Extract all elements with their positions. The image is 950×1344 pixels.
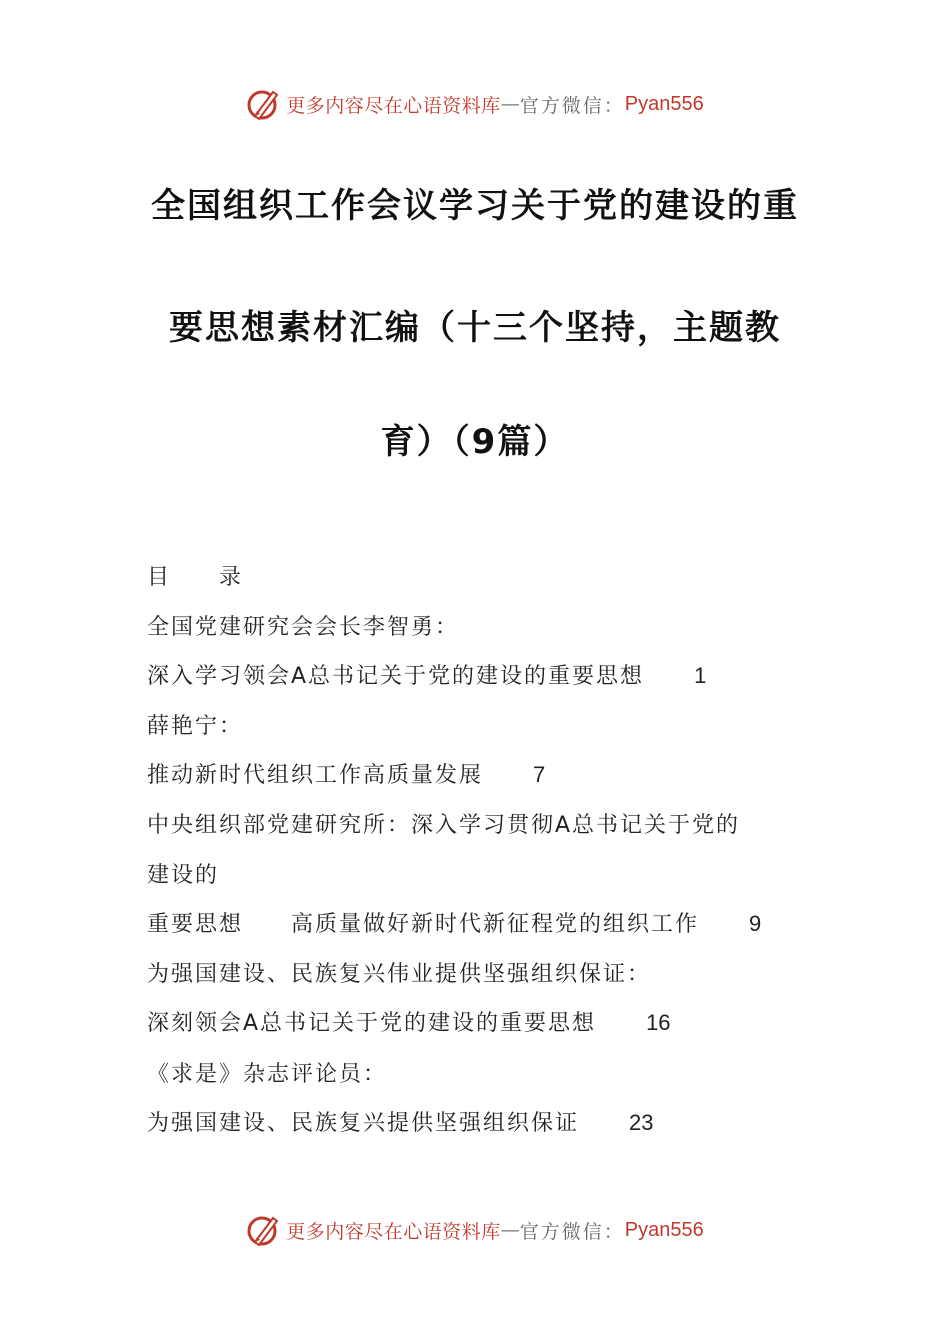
toc-line: 建设的 [147,863,220,888]
document-title-line-1: 全国组织工作会议学习关于党的建设的重 [151,186,799,226]
toc-page-number: 1 [694,663,707,688]
toc-line: 深刻领会A总书记关于党的建设的重要思想 16 [147,1010,671,1036]
banner-dash: — [500,1219,520,1241]
footer-watermark [0,1208,950,1252]
banner-wechat-id: Pyan556 [624,92,704,115]
banner-text: 更多内容尽在心语资料库 [286,94,501,117]
pen-logo-icon [246,1212,282,1248]
banner-dash: — [500,93,520,115]
toc-line: 重要思想 高质量做好新时代新征程党的组织工作 9 [147,911,762,937]
banner-wechat-label: 官方微信： [519,1220,625,1243]
toc-page-number: 23 [629,1110,654,1135]
toc-line: 中央组织部党建研究所：深入学习贯彻A总书记关于党的 [147,813,741,838]
toc-page-number: 7 [533,762,546,787]
banner-wechat-label: 官方微信： [519,94,625,117]
toc-line: 《求是》杂志评论员： [147,1062,388,1087]
toc-page-number: 9 [749,911,762,936]
document-title-line-3: 育）（9篇） [380,422,570,462]
toc-line: 为强国建设、民族复兴伟业提供坚强组织保证： [147,962,652,987]
toc-line: 推动新时代组织工作高质量发展 7 [147,762,546,788]
banner-wechat-id: Pyan556 [624,1218,704,1241]
toc-page-number: 16 [646,1010,671,1035]
toc-line: 薛艳宁： [147,714,244,739]
toc-line: 深入学习领会A总书记关于党的建设的重要思想 1 [147,663,707,689]
toc-line: 全国党建研究会会长李智勇： [147,615,460,640]
toc-line: 为强国建设、民族复兴提供坚强组织保证 23 [147,1110,654,1136]
toc-heading: 目 录 [147,565,244,590]
header-watermark [0,82,950,126]
pen-logo-icon [246,86,282,122]
banner-text: 更多内容尽在心语资料库 [286,1220,501,1243]
document-title-line-2: 要思想素材汇编（十三个坚持，主题教 [169,308,781,348]
